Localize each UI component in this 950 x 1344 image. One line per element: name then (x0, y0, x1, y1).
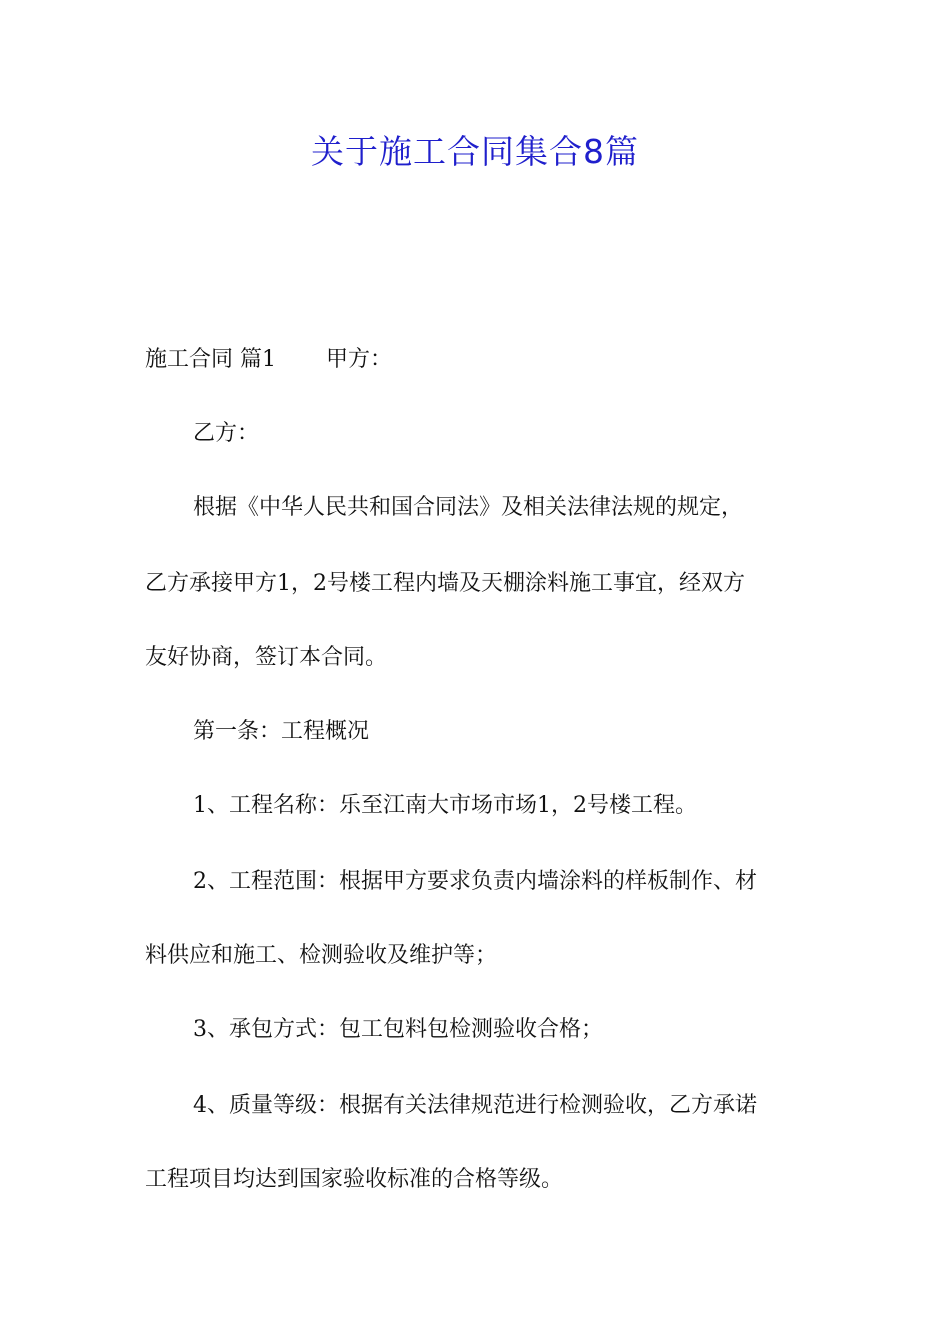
party-b-label: 乙方： (193, 421, 260, 446)
paragraph-line: 2、工程范围：根据甲方要求负责内墙涂料的样板制作、材 (193, 869, 757, 894)
paragraph-line: 4、质量等级：根据有关法律规范进行检测验收，乙方承诺 (193, 1093, 757, 1118)
section-label: 施工合同 篇1 (145, 347, 276, 372)
paragraph-line: 根据《中华人民共和国合同法》及相关法律法规的规定， (193, 495, 744, 520)
paragraph-line: 料供应和施工、检测验收及维护等； (145, 943, 498, 968)
paragraph-line: 友好协商，签订本合同。 (145, 645, 388, 670)
paragraph-line: 1、工程名称：乐至江南大市场市场1，2号楼工程。 (193, 793, 697, 818)
paragraph-line: 工程项目均达到国家验收标准的合格等级。 (145, 1167, 564, 1192)
heading-line (145, 342, 810, 378)
article-heading: 第一条：工程概况 (193, 719, 370, 744)
paragraph-line: 乙方承接甲方1，2号楼工程内墙及天棚涂料施工事宜，经双方 (145, 571, 745, 596)
document-title: 关于施工合同集合8篇 (311, 132, 639, 171)
party-a-label: 甲方： (326, 347, 393, 372)
paragraph-line: 3、承包方式：包工包料包检测验收合格； (193, 1017, 603, 1042)
